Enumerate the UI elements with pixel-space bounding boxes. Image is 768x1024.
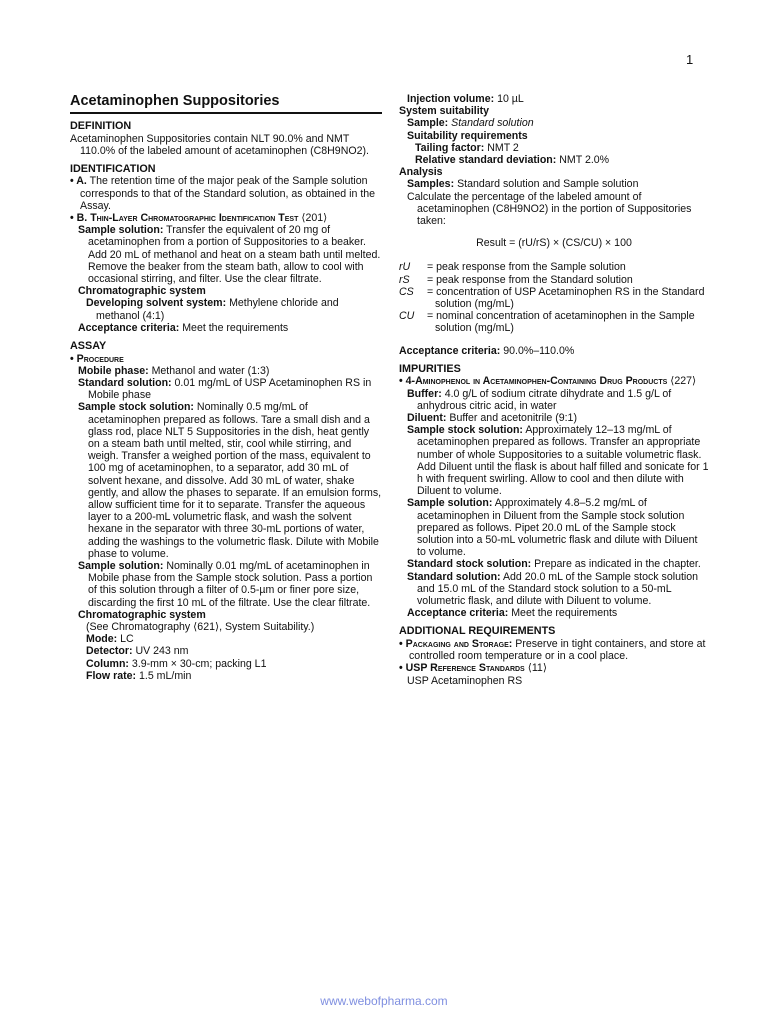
impurities-test: • 4-Aminophenol in Acetaminophen-Containing Drug Products ⟨227⟩ <box>399 375 697 388</box>
imp-std-stock: Standard stock solution: Prepare as indicated in the chapter. <box>407 558 701 571</box>
injection-volume: Injection volume: 10 µL <box>407 93 524 105</box>
id-acceptance: Acceptance criteria: Meet the requirements <box>78 321 289 334</box>
identification-heading: IDENTIFICATION <box>70 162 156 175</box>
page-number: 1 <box>686 52 694 67</box>
suitability-requirements: Suitability requirements <box>407 129 528 142</box>
assay-chrom-system: Chromatographic system <box>78 608 206 621</box>
imp-sample-stock: Sample stock solution: Approximately 12–13 mg/mL of acetaminophen prepared as follows. Transfer an appropriate number of whole Suppositories to a suitable volumetric flask. Add Diluent until the flask is about half filled and sonicate for 1 h with frequent swirling. Allow to cool and then dilute with Diluent to volume. <box>407 424 709 498</box>
result-formula: Result = (rU/rS) × (CS/CU) × 100 <box>476 237 632 250</box>
assay-standard-solution: Standard solution: 0.01 mg/mL of USP Acetaminophen RS in Mobile phase <box>78 376 372 402</box>
footer-url[interactable]: www.webofpharma.com <box>320 994 448 1008</box>
assay-sample-stock: Sample stock solution: Nominally 0.5 mg/mL of acetaminophen prepared as follows. Tare a small dish and a glass rod, place NLT 5 Suppositories in the dish, heat gently on a steam bath until melted, stir, cool while stirring, and weigh. Transfer a weighed portion of the mass, equivalent to 100 mg of acetaminophen, to a separator, add 30 mL of solvent hexane, and dissolve. Add 30 mL of water, shake gently, and allow the phases to separate. If an emulsion forms, allow sufficient time for it to separate. Transfer the aqueous layer to a 200-mL volumetric flask, and wash the solvent hexane in the separator with three 30-mL portions of water, adding the washings to the volumetric flask. Dilute with Mobile phase to volume. <box>78 401 382 560</box>
assay-sample-solution: Sample solution: Nominally 0.01 mg/mL of acetaminophen in Mobile phase from the Sample stock solution. Pass a portion of this solution through a filter of 0.5-µm or finer pore size, discarding the first 10 mL of the filtrate. Use the clear filtrate. <box>78 560 373 609</box>
imp-buffer: Buffer: 4.0 g/L of sodium citrate dihydrate and 1.5 g/L of anhydrous citric acid, in water <box>407 387 672 412</box>
assay-procedure: • Procedure <box>70 352 124 365</box>
left-column <box>70 93 382 682</box>
additional-heading: ADDITIONAL REQUIREMENTS <box>399 625 556 638</box>
assay-mode: Mode: LC <box>86 633 134 646</box>
def-row: rU = peak response from the Sample solution <box>399 261 626 274</box>
definition-heading: DEFINITION <box>70 120 132 132</box>
suitability-sample: Sample: Standard solution <box>407 117 534 130</box>
assay-mobile-phase: Mobile phase: Methanol and water (1:3) <box>78 364 270 377</box>
imp-sample-solution: Sample solution: Approximately 4.8–5.2 mg/mL of acetaminophen in Diluent from the Sample stock solution prepared as follows. Pipet 20.0 mL of the Sample stock solution into a 50-mL volumetric flask and dilute with Diluent to volume. <box>407 497 698 559</box>
usp-reference-standards: • USP Reference Standards ⟨11⟩ <box>399 662 547 675</box>
monograph-title: Acetaminophen Suppositories <box>70 93 382 114</box>
analysis-label: Analysis <box>399 166 443 179</box>
assay-acceptance: Acceptance criteria: 90.0%–110.0% <box>399 344 575 357</box>
usp-ref-item: USP Acetaminophen RS <box>407 674 523 687</box>
rsd: Relative standard deviation: NMT 2.0% <box>415 154 610 167</box>
analysis-samples: Samples: Standard solution and Sample solution <box>407 178 639 191</box>
assay-flow-rate: Flow rate: 1.5 mL/min <box>86 669 192 682</box>
identification-b: • B. Thin-Layer Chromatographic Identification Test ⟨201⟩ <box>70 212 328 225</box>
def-row: CS = concentration of USP Acetaminophen RS in the Standard solution (mg/mL) <box>399 285 705 311</box>
definition-text: Acetaminophen Suppositories contain NLT 90.0% and NMT 110.0% of the labeled amount of acetaminophen (C8H9NO2). <box>70 132 369 157</box>
analysis-calc: Calculate the percentage of the labeled amount of acetaminophen (C8H9NO2) in the portion of Suppositories taken: <box>407 190 692 228</box>
packaging-storage: • Packaging and Storage: Preserve in tight containers, and store at controlled room temperature or in a cool place. <box>399 637 706 663</box>
imp-diluent: Diluent: Buffer and acetonitrile (9:1) <box>407 411 577 424</box>
imp-acceptance: Acceptance criteria: Meet the requirements <box>407 607 618 620</box>
assay-chrom-ref: (See Chromatography ⟨621⟩, System Suitability.) <box>86 621 315 634</box>
tailing-factor: Tailing factor: NMT 2 <box>415 141 519 154</box>
def-row: rS = peak response from the Standard solution <box>399 273 633 286</box>
assay-column: Column: 3.9-mm × 30-cm; packing L1 <box>86 657 267 670</box>
impurities-heading: IMPURITIES <box>399 362 461 375</box>
id-developing-solvent: Developing solvent system: Methylene chloride and methanol (4:1) <box>86 297 339 322</box>
formula-definitions <box>399 261 709 334</box>
system-suitability: System suitability <box>399 105 490 118</box>
assay-detector: Detector: UV 243 nm <box>86 645 189 658</box>
def-row: CU = nominal concentration of acetaminophen in the Sample solution (mg/mL) <box>399 310 695 335</box>
right-column <box>399 93 709 687</box>
id-chrom-system: Chromatographic system <box>78 285 206 298</box>
identification-a: • A. The retention time of the major peak of the Sample solution corresponds to that of the Standard solution, as obtained in the Assay. <box>70 175 376 212</box>
assay-heading: ASSAY <box>70 340 107 353</box>
id-sample-solution: Sample solution: Transfer the equivalent of 20 mg of acetaminophen from a portion of Suppositories to a beaker. Add 20 mL of methanol and heat on a steam bath until melted. Remove the beaker from the steam bath, allow to cool with occasional stirring, and filter. Use the clear filtrate. <box>78 224 381 286</box>
imp-std-solution: Standard solution: Add 20.0 mL of the Sample stock solution and 15.0 mL of the Standard stock solution to a 50-mL volumetric flask, and dilute with Diluent to volume. <box>407 570 699 608</box>
